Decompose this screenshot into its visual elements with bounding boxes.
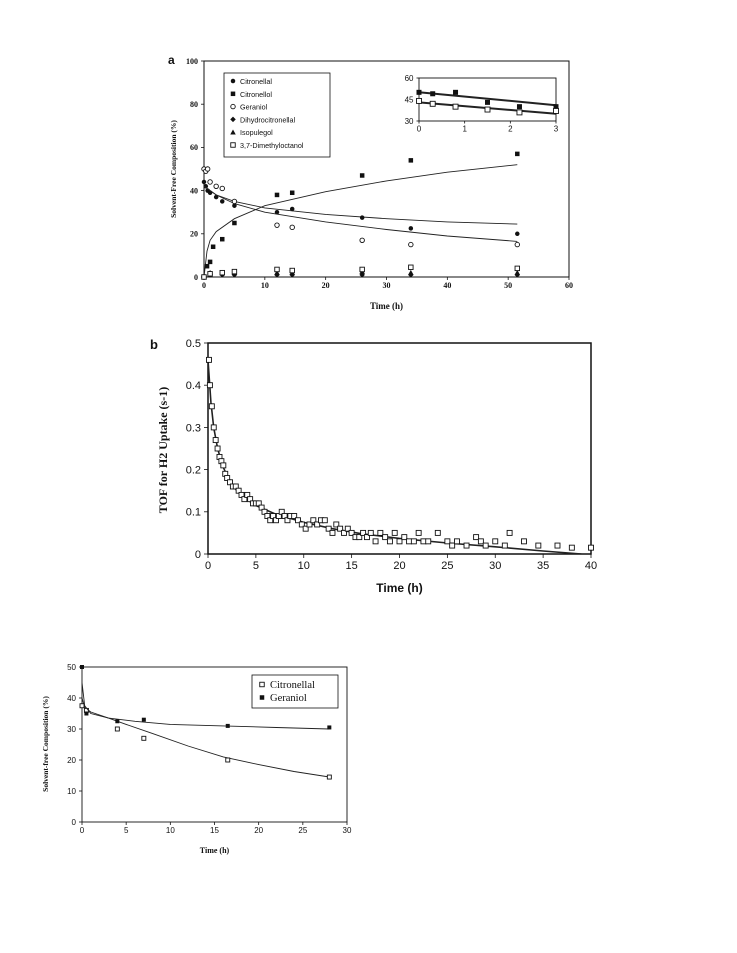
data-point-5-5: [290, 268, 295, 273]
data-point-1-2: [115, 719, 119, 723]
data-point-0-75: [502, 543, 507, 548]
data-point-0-58: [392, 530, 397, 535]
x-tick-label-1: 5: [123, 826, 129, 835]
x-axis-label-a: Time (h): [369, 301, 404, 311]
data-point-1-3: [142, 718, 146, 722]
x-tick-label-1: 5: [252, 560, 259, 572]
legend-marker-1: [231, 92, 236, 97]
data-point-0-81: [589, 545, 594, 550]
x-tick-label-3: 15: [210, 826, 219, 835]
y-tick-label-2: 40: [190, 186, 198, 196]
legend-label-c-0: Citronellal: [270, 680, 315, 691]
panel-label-b: b: [150, 337, 158, 352]
data-point-0-3: [142, 736, 146, 740]
data-point-0-0: [80, 704, 84, 708]
x-tick-label-4: 40: [443, 281, 452, 290]
data-point-2-4: [214, 184, 219, 189]
data-point-2-2: [205, 167, 210, 172]
fit-line-2: [204, 186, 517, 241]
data-point-1-1: [430, 101, 435, 106]
data-point-0-64: [421, 539, 426, 544]
x-tick-label-6: 30: [489, 560, 502, 572]
panel-b: [150, 337, 597, 595]
data-point-1-5: [554, 108, 559, 113]
data-point-1-0: [417, 98, 422, 103]
data-point-0-63: [416, 530, 421, 535]
data-point-0-4: [517, 104, 522, 109]
data-point-0-4: [226, 758, 230, 762]
data-point-0-2: [453, 90, 458, 95]
y-tick-label-4: 0.4: [185, 380, 201, 393]
data-point-2-11: [515, 242, 520, 247]
legend-a: [224, 73, 330, 157]
data-point-0-0: [417, 90, 422, 95]
x-axis-label-c: Time (h): [199, 846, 230, 855]
data-point-2-7: [275, 223, 280, 228]
data-point-2-8: [290, 225, 295, 230]
y-tick-label-2: 60: [404, 73, 414, 83]
data-point-0-60: [402, 535, 407, 540]
data-point-0-79: [555, 543, 560, 548]
legend-label-5: 3,7-Dimethyloctanol: [240, 141, 304, 150]
data-point-0-1: [207, 383, 212, 388]
data-point-1-1: [205, 264, 210, 269]
data-point-5-8: [515, 266, 520, 271]
data-point-5-3: [232, 269, 237, 274]
data-point-0-5: [220, 199, 225, 204]
data-point-0-3: [485, 100, 490, 105]
legend-label-c-1: Geraniol: [270, 693, 307, 704]
data-point-0-76: [507, 530, 512, 535]
data-point-1-1: [84, 712, 88, 716]
data-point-5-0: [202, 275, 207, 280]
data-point-0-0: [206, 357, 211, 362]
legend-label-0: Citronellal: [240, 77, 272, 86]
data-point-0-43: [330, 530, 335, 535]
y-tick-label-0: 0: [194, 272, 198, 282]
x-tick-label-2: 10: [297, 560, 310, 572]
x-tick-label-5: 25: [298, 826, 308, 835]
data-point-0-5: [327, 775, 331, 779]
data-point-1-2: [453, 104, 458, 109]
data-point-1-2: [208, 260, 213, 265]
x-tick-label-4: 20: [254, 826, 264, 835]
data-point-2-3: [208, 180, 213, 185]
data-point-2-9: [360, 238, 365, 243]
y-tick-label-3: 30: [67, 724, 76, 734]
y-tick-label-4: 80: [190, 100, 198, 109]
data-point-0-2: [115, 727, 119, 731]
x-tick-label-3: 3: [553, 124, 559, 134]
legend-label-2: Geraniol: [240, 102, 268, 112]
x-tick-label-4: 20: [393, 560, 406, 572]
y-tick-label-1: 45: [404, 95, 414, 105]
y-tick-label-5: 100: [186, 56, 198, 66]
data-point-0-3: [211, 425, 216, 430]
data-point-0-10: [409, 226, 414, 231]
legend-marker-5: [231, 143, 236, 148]
x-tick-label-0: 0: [416, 124, 422, 134]
x-tick-label-2: 2: [508, 124, 513, 134]
y-axis-label-b: TOF for H2 Uptake (s-1): [156, 386, 170, 514]
data-point-2-5: [220, 186, 225, 191]
data-point-1-3: [211, 245, 216, 250]
data-point-1-6: [275, 193, 280, 198]
y-tick-label-0: 0: [194, 548, 201, 561]
data-point-1-9: [409, 158, 414, 163]
data-point-0-77: [521, 539, 526, 544]
data-point-0-71: [474, 535, 479, 540]
fit-line-1: [204, 165, 517, 277]
data-point-0-72: [478, 539, 483, 544]
y-tick-label-5: 50: [67, 662, 76, 672]
y-tick-label-0: 0: [71, 817, 76, 827]
data-point-0-55: [378, 530, 383, 535]
data-point-5-4: [275, 267, 280, 272]
data-point-0-78: [536, 543, 541, 548]
data-point-0-8: [290, 207, 295, 212]
y-tick-label-3: 0.3: [185, 422, 201, 435]
y-tick-label-1: 10: [67, 786, 76, 796]
data-point-0-67: [445, 539, 450, 544]
data-point-1-8: [360, 173, 365, 178]
data-point-0-1: [430, 91, 435, 96]
data-point-0-66: [435, 530, 440, 535]
x-tick-label-6: 30: [342, 826, 352, 835]
y-tick-label-5: 0.5: [185, 337, 201, 350]
data-point-0-4: [213, 438, 218, 443]
data-point-0-61: [407, 539, 412, 544]
panel-label-a: a: [168, 53, 175, 67]
data-point-0-2: [209, 404, 214, 409]
x-tick-label-3: 30: [382, 281, 391, 290]
y-tick-label-2: 20: [67, 755, 76, 765]
x-tick-label-0: 0: [79, 826, 85, 835]
data-point-1-7: [290, 191, 295, 196]
data-point-2-10: [409, 242, 414, 247]
data-point-0-59: [397, 539, 402, 544]
data-point-0-11: [515, 232, 520, 237]
data-point-0-57: [387, 539, 392, 544]
data-point-1-3: [485, 107, 490, 112]
data-point-5-7: [409, 265, 414, 270]
data-point-5-2: [220, 270, 225, 275]
x-tick-label-2: 10: [165, 826, 175, 835]
data-point-0-41: [322, 518, 327, 523]
data-point-1-0: [80, 665, 84, 669]
data-point-1-10: [515, 152, 520, 157]
data-point-0-70: [464, 543, 469, 548]
x-tick-label-2: 20: [321, 281, 330, 290]
legend-label-4: Isopulegol: [240, 128, 273, 138]
legend-label-1: Citronellol: [240, 89, 272, 99]
data-point-5-6: [360, 267, 365, 272]
plot-frame: [208, 343, 591, 554]
data-point-2-6: [232, 199, 237, 204]
data-point-0-65: [426, 539, 431, 544]
data-point-0-5: [215, 446, 220, 451]
data-point-0-53: [368, 530, 373, 535]
x-tick-label-1: 10: [260, 281, 269, 290]
legend-label-3: Dihydrocitronellal: [240, 115, 296, 125]
y-axis-label-c: Solvent-free Composition (%): [41, 696, 50, 792]
data-point-0-74: [493, 539, 498, 544]
data-point-0-68: [450, 543, 455, 548]
data-point-4-7: [408, 270, 414, 275]
data-point-0-0: [202, 180, 207, 185]
panel-a: [168, 53, 573, 311]
y-tick-label-1: 20: [190, 229, 198, 239]
x-tick-label-3: 15: [345, 560, 358, 572]
fit-line-0: [208, 360, 581, 554]
y-axis-label-a: Solvent-Free Composition (%): [169, 120, 178, 218]
x-tick-label-1: 1: [462, 124, 467, 134]
legend-c: [252, 675, 338, 708]
x-tick-label-6: 60: [565, 281, 573, 290]
y-tick-label-1: 0.1: [185, 506, 201, 519]
legend-marker-c-1: [260, 695, 265, 700]
data-point-1-4: [226, 724, 230, 728]
data-point-1-5: [232, 221, 237, 226]
inset-a: [395, 71, 568, 140]
x-tick-label-5: 25: [441, 560, 454, 572]
x-tick-label-8: 40: [584, 560, 598, 572]
data-point-1-4: [220, 237, 225, 242]
x-tick-label-0: 0: [204, 560, 212, 572]
data-point-0-8: [221, 463, 226, 468]
data-point-1-4: [517, 110, 522, 115]
data-point-0-62: [411, 539, 416, 544]
y-tick-label-3: 60: [190, 143, 198, 153]
fit-line-0: [82, 698, 329, 777]
data-point-5-1: [208, 272, 213, 277]
x-axis-label-b: Time (h): [376, 581, 423, 595]
y-tick-label-0: 30: [404, 116, 414, 126]
x-tick-label-0: 0: [202, 281, 206, 290]
data-point-0-69: [454, 539, 459, 544]
data-point-0-56: [383, 535, 388, 540]
x-tick-label-7: 35: [537, 560, 550, 572]
data-point-0-73: [483, 543, 488, 548]
panel-c: [41, 663, 352, 855]
legend-marker-c-0: [260, 682, 265, 687]
data-point-0-9: [360, 215, 365, 220]
data-point-0-80: [569, 545, 574, 550]
y-tick-label-4: 40: [67, 693, 76, 703]
data-point-1-5: [327, 725, 331, 729]
legend-marker-0: [231, 79, 236, 84]
data-point-0-54: [373, 539, 378, 544]
legend-marker-2: [231, 104, 236, 109]
x-tick-label-5: 50: [504, 281, 513, 290]
y-tick-label-2: 0.2: [185, 464, 201, 477]
